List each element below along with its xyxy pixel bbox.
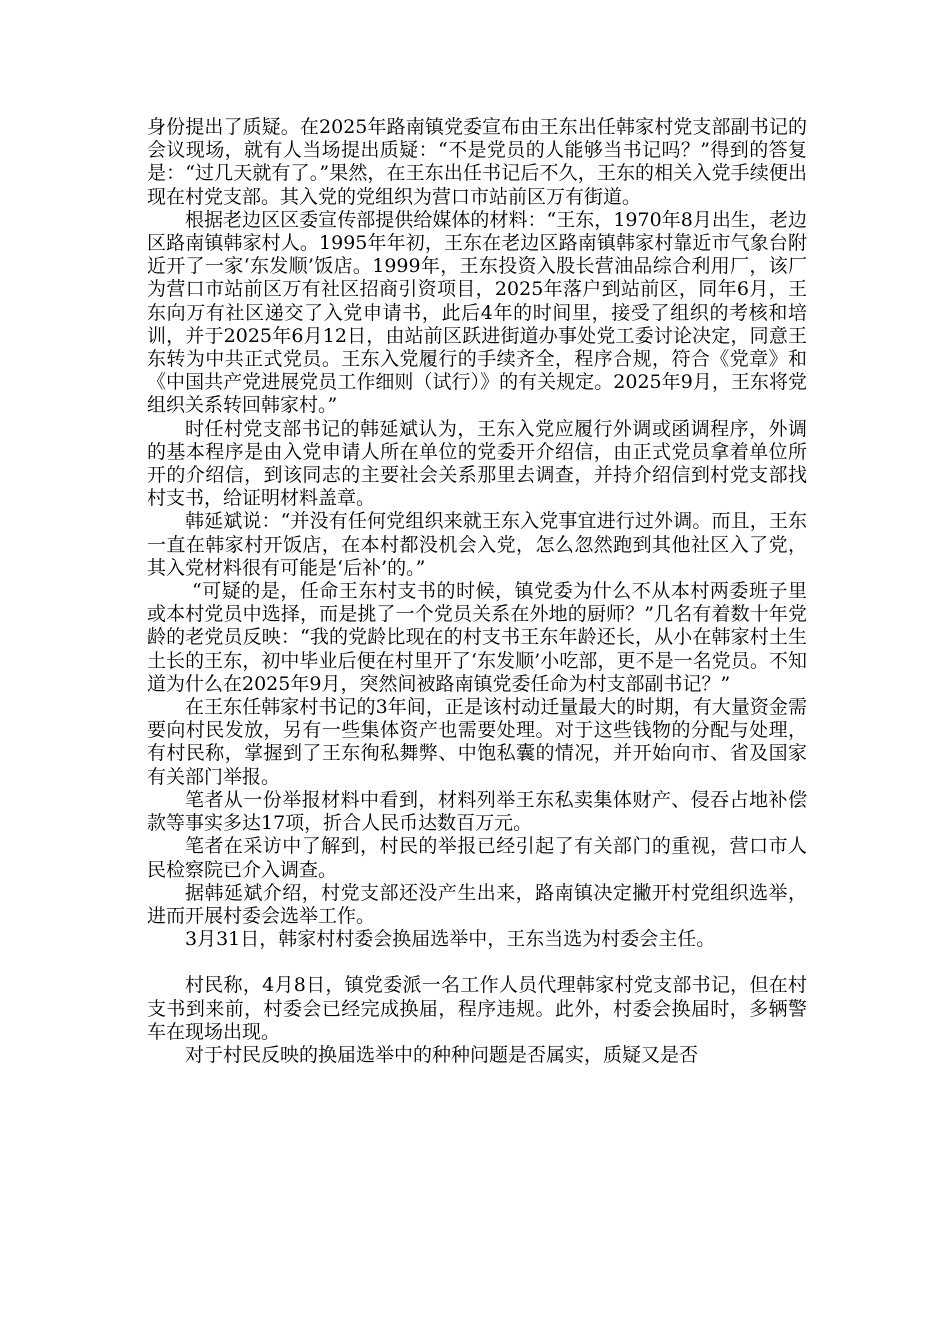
paragraph: 3月31日，韩家村村委会换届选举中，王东当选为村委会主任。 <box>185 928 716 951</box>
paragraph: 时任村党支部书记的韩延斌认为，王东入党应履行外调或函调程序，外调的基本程序是由入党申请人所在单位的党委开介绍信，由正式党员拿着单位所开的介绍信，到该同志的主要社会关系那里去调查，并持介绍信到村党支部找村支书，给证明材料盖章。 <box>147 417 807 510</box>
paragraph: 在王东任韩家村书记的3年间，正是该村动迁量最大的时期，有大量资金需要向村民发放，另有一些集体资产也需要处理。对于这些钱物的分配与处理，有村民称，掌握到了王东徇私舞弊、中饱私囊的情况，并开始向市、省及国家有关部门举报。 <box>147 696 807 788</box>
paragraph: 据韩延斌介绍，村党支部还没产生出来，路南镇决定撇开村党组织选举，进而开展村委会选举工作。 <box>147 881 807 927</box>
paragraph: 对于村民反映的换届选举中的种种问题是否属实，质疑又是否 <box>185 1043 699 1066</box>
paragraph: 韩延斌说：“并没有任何党组织来就王东入党事宜进行过外调。而且，王东一直在韩家村开饭店，在本村都没机会入党，怎么忽然跑到其他社区入了党，其入党材料很有可能是‘后补’的。” <box>147 510 807 579</box>
paragraph: 笔者在采访中了解到，村民的举报已经引起了有关部门的重视，营口市人民检察院已介入调查。 <box>147 835 807 881</box>
article-body <box>147 116 807 1067</box>
paragraph: 笔者从一份举报材料中看到，材料列举王东私卖集体财产、侵吞占地补偿款等事实多达17项，折合人民币达数百万元。 <box>147 788 807 835</box>
paragraph: 根据老边区区委宣传部提供给媒体的材料：“王东，1970年8月出生，老边区路南镇韩家村人。1995年年初，王东在老边区路南镇韩家村靠近市气象台附近开了一家‘东发顺’饭店。1999年，王东投资入股长营油品综合利用厂，该厂为营口市站前区万有社区招商引资项目，2025年落户到站前区，同年6月，王东向万有社区递交了入党申请书，此后4年的时间里，接受了组织的考核和培训，并于2025年6月12日，由站前区跃进街道办事处党工委讨论决定，同意王东转为中共正式党员。王东入党履行的手续齐全，程序合规，符合《党章》和《中国共产党进展党员工作细则（试行）》的有关规定。2025年9月，王东将党组织关系转回韩家村。” <box>147 208 807 417</box>
paragraph: 身份提出了质疑。在2025年路南镇党委宣布由王东出任韩家村党支部副书记的会议现场，就有人当场提出质疑：“不是党员的人能够当书记吗？”得到的答复是：“过几天就有了。”果然，在王东出任书记后不久，王东的相关入党手续便出现在村党支部。其入党的党组织为营口市站前区万有街道。 <box>147 116 807 208</box>
paragraph: 村民称，4月8日，镇党委派一名工作人员代理韩家村党支部书记，但在村支书到来前，村委会已经完成换届，程序违规。此外，村委会换届时，多辆警车在现场出现。 <box>147 974 807 1043</box>
paragraph: “可疑的是，任命王东村支书的时候，镇党委为什么不从本村两委班子里或本村党员中选择，而是挑了一个党员关系在外地的厨师？”几名有着数十年党龄的老党员反映：“我的党龄比现在的村支书王东年龄还长，从小在韩家村土生土长的王东，初中毕业后便在村里开了‘东发顺’小吃部，更不是一名党员。不知道为什么在2025年9月，突然间被路南镇党委任命为村支部副书记？” <box>147 580 807 695</box>
